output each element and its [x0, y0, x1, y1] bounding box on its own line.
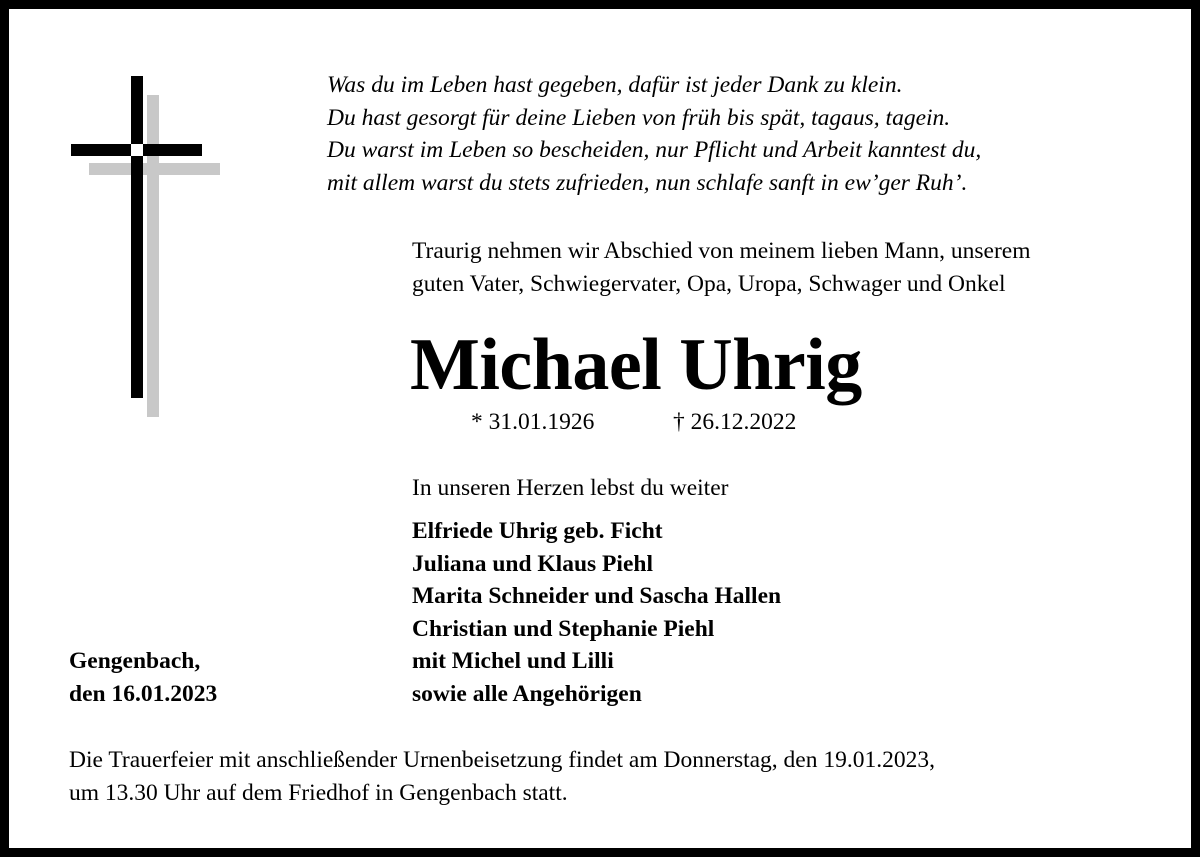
intro-line: Traurig nehmen wir Abschied von meinem lieben Mann, unserem: [412, 238, 1031, 264]
poem-line: Du warst im Leben so bescheiden, nur Pflicht und Arbeit kanntest du,: [327, 137, 982, 163]
place-date: [69, 645, 217, 710]
poem-line: Du hast gesorgt für deine Lieben von früh bis spät, tagaus, tagein.: [327, 104, 951, 131]
place: Gengenbach,: [69, 648, 201, 674]
mourner-item: sowie alle Angehörigen: [412, 680, 642, 707]
mourner-item: Elfriede Uhrig geb. Ficht: [412, 518, 663, 544]
farewell-intro: [412, 235, 1031, 300]
mourners-list: [412, 515, 781, 710]
remembrance-line: In unseren Herzen lebst du weiter: [412, 475, 729, 501]
cross-shadow-horizontal: [89, 163, 220, 175]
cross-icon: [9, 9, 249, 429]
poem-line: Was du im Leben hast gegeben, dafür ist jeder Dank zu klein.: [327, 72, 903, 98]
cross-shadow-vertical: [147, 95, 159, 417]
mourner-item: Juliana und Klaus Piehl: [412, 550, 653, 577]
birth-date: * 31.01.1926: [471, 409, 595, 435]
death-date: † 26.12.2022: [673, 409, 797, 435]
mourner-item: Marita Schneider und Sascha Hallen: [412, 583, 782, 609]
ceremony-line: Die Trauerfeier mit anschließender Urnenbeisetzung findet am Donnerstag, den 19.01.2023,: [69, 747, 935, 773]
mourner-item: mit Michel und Lilli: [412, 648, 614, 674]
ceremony-info: [69, 744, 935, 809]
intro-line: guten Vater, Schwiegervater, Opa, Uropa, Schwager und Onkel: [412, 270, 1006, 297]
cross-front-vertical: [131, 76, 143, 398]
poem-line: mit allem warst du stets zufrieden, nun schlafe sanft in ew’ger Ruh’.: [327, 169, 968, 196]
ceremony-line: um 13.30 Uhr auf dem Friedhof in Gengenbach statt.: [69, 779, 568, 806]
poem: [327, 69, 981, 199]
notice-date: den 16.01.2023: [69, 680, 218, 707]
deceased-name: Michael Uhrig: [410, 324, 862, 406]
mourner-item: Christian und Stephanie Piehl: [412, 615, 715, 642]
cross-shadow-center: [131, 144, 143, 156]
